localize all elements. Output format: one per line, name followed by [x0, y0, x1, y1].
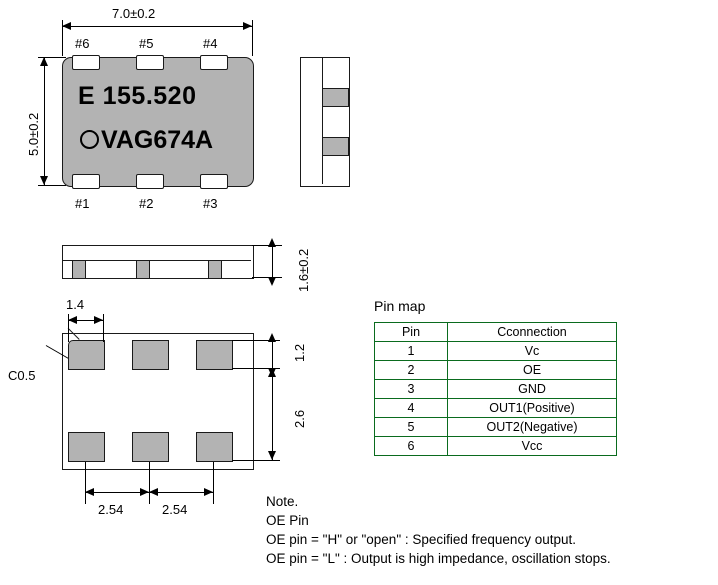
- top-view-width-dimension-line: [62, 26, 252, 27]
- front-view-package-body: [62, 245, 254, 279]
- top-view-height-dimension-line: [44, 57, 45, 185]
- front-view-thickness-extension-bottom: [252, 277, 282, 278]
- front-view-thickness-label: 1.6±0.2: [296, 248, 311, 292]
- side-view-pad-bottom: [322, 137, 349, 156]
- bottom-view-pitch-label-2: 2.54: [162, 502, 188, 517]
- table-row: [375, 380, 617, 399]
- table-row: [375, 418, 617, 437]
- bottom-view-pad-height-label: 1.2: [292, 343, 307, 362]
- table-row: [375, 361, 617, 380]
- top-view-package-body: [62, 57, 254, 187]
- top-view-pin-label-3: #3: [203, 196, 218, 211]
- bottom-view-vertical-pitch-label: 2.6: [292, 409, 307, 428]
- bottom-view-pitch-arrow-1-left: [85, 488, 94, 496]
- bottom-view-pad-width-arrow-left: [68, 316, 77, 324]
- top-view-pad-6: [72, 55, 100, 70]
- front-view-pad-3: [208, 260, 222, 279]
- top-view-pad-2: [136, 174, 164, 189]
- top-view-pad-5: [136, 55, 164, 70]
- bottom-view-vertical-pitch-arrow-up: [268, 368, 276, 377]
- pin-map-cell-connection: Vc: [448, 342, 617, 361]
- pin-map-cell-pin: 4: [375, 399, 448, 418]
- front-view-inner-line: [63, 260, 251, 261]
- pin-map-cell-connection: GND: [448, 380, 617, 399]
- bottom-view-vertical-pitch-dimension-line: [272, 368, 273, 460]
- bottom-view-pad-height-dimension-line: [272, 340, 273, 368]
- bottom-view-pitch-arrow-2-left: [149, 488, 158, 496]
- pin-map-cell-connection: OUT2(Negative): [448, 418, 617, 437]
- pin-map-cell-connection: Vcc: [448, 437, 617, 456]
- front-view-thickness-arrow-down: [268, 277, 276, 286]
- bottom-view-pad-width-arrow-right: [94, 316, 103, 324]
- top-view-height-extension-top: [38, 57, 66, 58]
- top-view-pin-label-4: #4: [203, 36, 218, 51]
- pin-map-cell-connection: OE: [448, 361, 617, 380]
- bottom-view-pitch-arrow-1-right: [140, 488, 149, 496]
- bottom-view-pad-width-ext-left: [68, 314, 69, 342]
- front-view-pad-2: [136, 260, 150, 279]
- notes-line-2: OE Pin: [266, 513, 309, 528]
- top-view-pin-label-6: #6: [75, 36, 90, 51]
- package-marking-part-number: VAG674A: [101, 126, 214, 154]
- top-view-pin-label-2: #2: [139, 196, 154, 211]
- bottom-view-pitch-ext-3: [213, 462, 214, 504]
- bottom-view-chamfer-label: C0.5: [8, 368, 36, 383]
- package-marking-frequency: E 155.520: [78, 82, 197, 110]
- pin-map-cell-pin: 5: [375, 418, 448, 437]
- front-view-thickness-extension-top: [252, 245, 282, 246]
- side-view-package-body: [300, 57, 350, 187]
- bottom-view-pad-width-label: 1.4: [66, 297, 85, 312]
- top-view-width-label: 7.0±0.2: [112, 6, 156, 21]
- side-view-pad-top: [322, 88, 349, 107]
- bottom-view-pad-5: [132, 340, 169, 370]
- top-view-pad-3: [200, 174, 228, 189]
- pin-map-header-connection: Cconnection: [448, 323, 617, 342]
- side-view-inner-line-left: [322, 58, 323, 184]
- top-view-height-arrow-down: [40, 176, 48, 185]
- notes-line-3: OE pin = "H" or "open" : Specified frequency output.: [266, 532, 576, 547]
- table-row: [375, 342, 617, 361]
- bottom-view-vertical-pitch-arrow-down: [268, 451, 276, 460]
- bottom-view-pad-2: [132, 432, 169, 462]
- front-view-pad-1: [72, 260, 86, 279]
- notes-line-1: Note.: [266, 494, 299, 509]
- top-view-pad-4: [200, 55, 228, 70]
- pin-map-header-pin: Pin: [375, 323, 448, 342]
- top-view-height-extension-bottom: [38, 185, 66, 186]
- bottom-view-pad-6: [68, 340, 105, 370]
- bottom-view-pitch-ext-2: [149, 462, 150, 504]
- top-view-width-arrow-right: [243, 22, 252, 30]
- bottom-view-pad-width-ext-right: [103, 314, 104, 342]
- bottom-view-pitch-label-1: 2.54: [98, 502, 124, 517]
- pin-map-cell-pin: 2: [375, 361, 448, 380]
- pin1-dot-marker: [80, 130, 99, 149]
- notes-block: [266, 492, 611, 568]
- top-view-pin-label-5: #5: [139, 36, 154, 51]
- bottom-view-pitch-arrow-2-right: [204, 488, 213, 496]
- pin-map-cell-pin: 6: [375, 437, 448, 456]
- bottom-view-pad-1: [68, 432, 105, 462]
- pin-map-cell-pin: 3: [375, 380, 448, 399]
- top-view-width-extension-right: [252, 20, 253, 56]
- top-view-height-label: 5.0±0.2: [26, 112, 41, 156]
- bottom-view-pad-height-ext-top: [232, 340, 280, 341]
- top-view-pin-label-1: #1: [75, 196, 90, 211]
- pin-map-title: Pin map: [374, 298, 426, 314]
- table-row: [375, 437, 617, 456]
- top-view-width-arrow-left: [62, 22, 71, 30]
- table-row: [375, 399, 617, 418]
- top-view-height-arrow-up: [40, 57, 48, 66]
- front-view-thickness-dimension-line: [272, 245, 273, 277]
- bottom-view-pitch-ext-1: [85, 462, 86, 504]
- top-view-width-extension-left: [62, 20, 63, 56]
- top-view-pad-1: [72, 174, 100, 189]
- pin-map-table: [374, 322, 617, 456]
- pin-map-cell-pin: 1: [375, 342, 448, 361]
- notes-line-4: OE pin = "L" : Output is high impedance, oscillation stops.: [266, 551, 611, 566]
- bottom-view-pad-4: [196, 340, 233, 370]
- pin-map-header-row: [375, 323, 617, 342]
- bottom-view-vertical-pitch-ext-bottom: [232, 460, 280, 461]
- pin-map-cell-connection: OUT1(Positive): [448, 399, 617, 418]
- bottom-view-pad-3: [196, 432, 233, 462]
